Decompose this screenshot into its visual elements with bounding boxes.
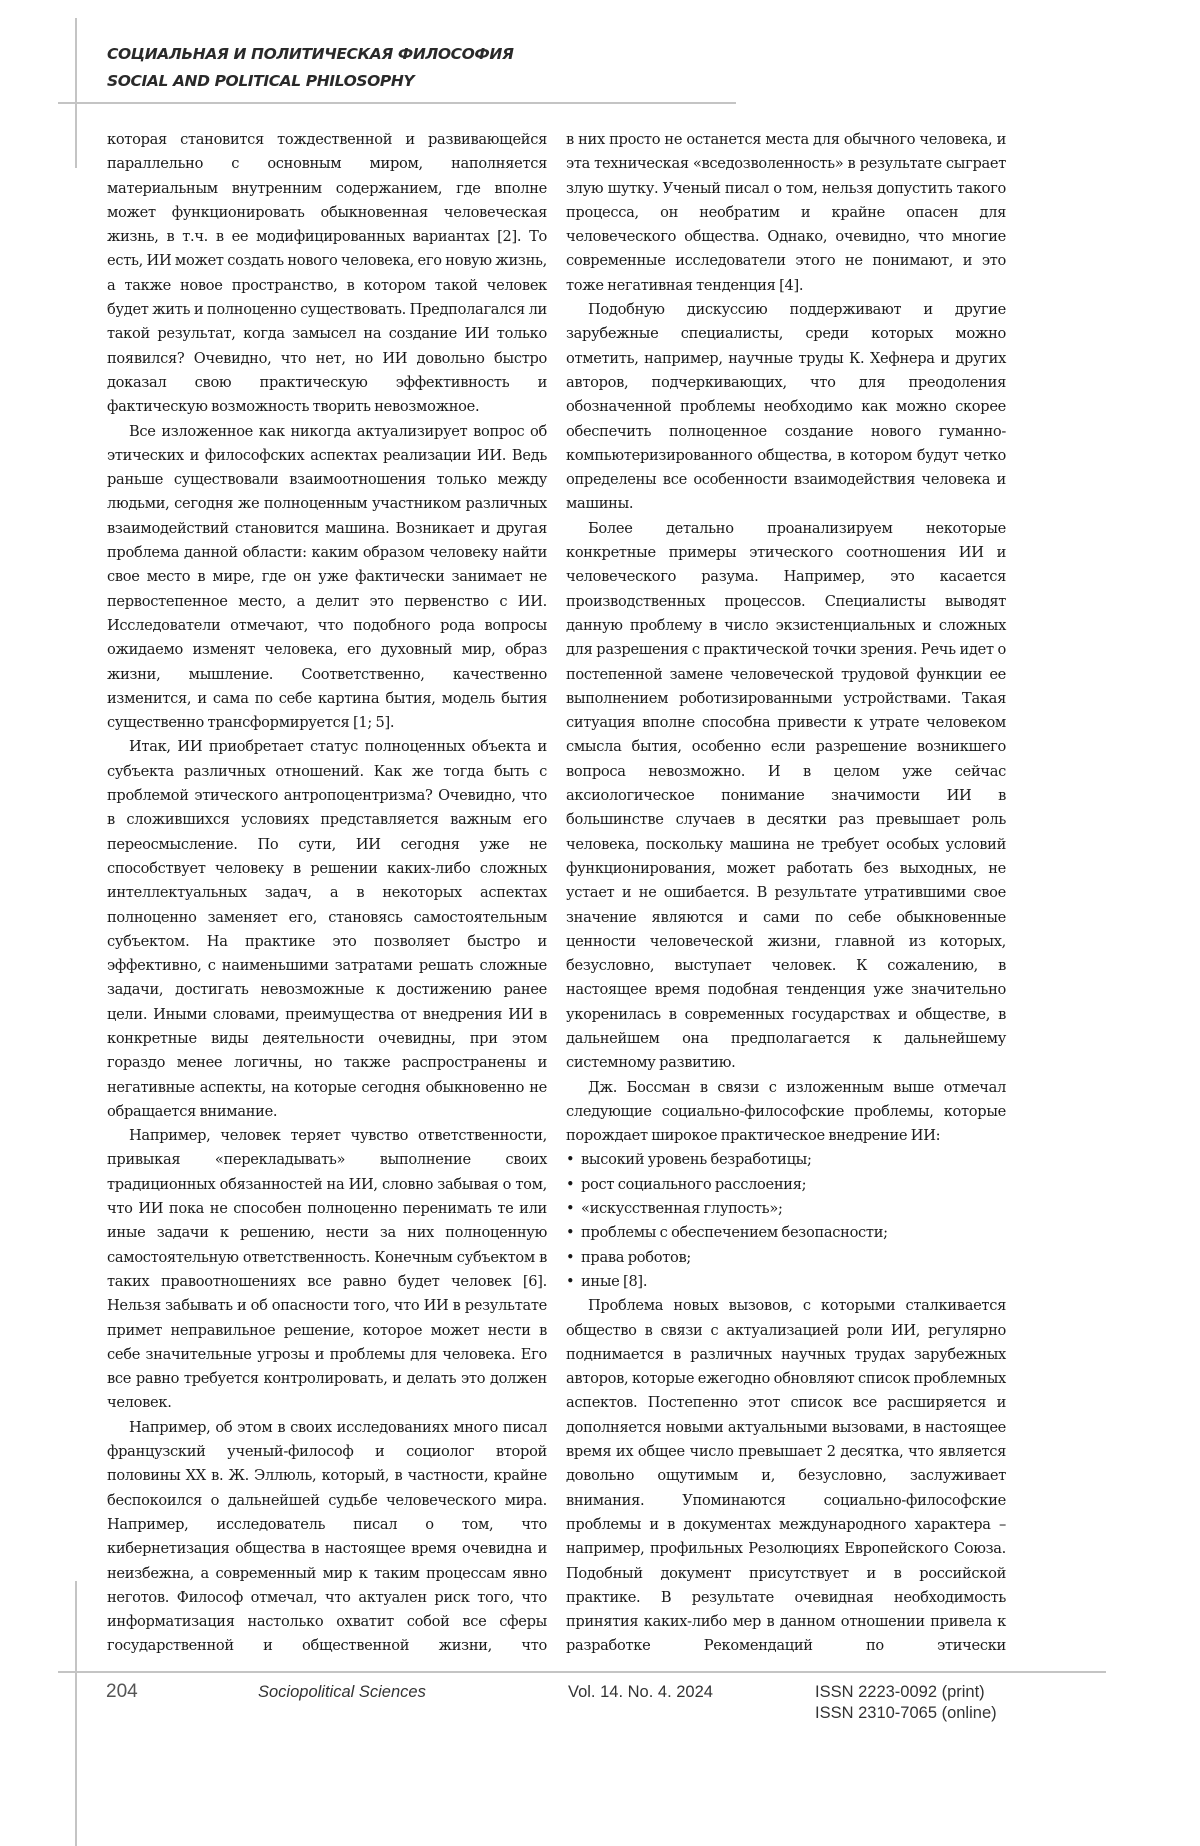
paragraph: которая становится тождественной и развивающейся параллельно с основным миром, наполняется материальным внутренним содержанием, где вполне может функционировать обыкновенная человеческая жизнь, в т.ч. в ее модифицированных вариантах [2]. То есть, ИИ может создать нового человека, его новую жизнь, а также новое пространство, в котором такой человек будет жить и полноценно существовать. Предполагался ли такой результат, когда замысел на создание ИИ только появился? Очевидно, что нет, но ИИ довольно быстро доказал свою практическую эффективность и фактическую возможность творить невозможное. xyxy=(107,128,547,420)
paragraph: Проблема новых вызовов, с которыми сталкивается общество в связи с актуализацией роли ИИ, регулярно поднимается в различных научных трудах зарубежных авторов, которые ежегодно обновляют список проблемных аспектов. Постепенно этот список все расширяется и дополняется новыми актуальными вызовами, в настоящее время их общее число превышает 2 десятка, что является довольно ощутимым и, безусловно, заслуживает внимания. Упоминаются социально-философские проблемы и в документах международного характера – например, профильных Резолюциях Европейского Союза. Подобный документ присутствует и в российской практике. В результате очевидная необходимость принятия каких-либо мер в данном отношении привела к разработке Рекомендаций по этически xyxy=(566,1294,1006,1658)
issn-print: ISSN 2223-0092 (print) xyxy=(815,1682,985,1702)
paragraph: Например, человек теряет чувство ответственности, привыкая «перекладывать» выполнение своих традиционных обязанностей на ИИ, словно забывая о том, что ИИ пока не способен полноценно перенимать те или иные задачи к решению, нести за них полноценную самостоятельную ответственность. Конечным субъектом в таких правоотношениях все равно будет человек [6]. Нельзя забывать и об опасности того, что ИИ в результате примет неправильное решение, которое может нести в себе значительные угрозы и проблемы для человека. Его все равно требуется контролировать, и делать это должен человек. xyxy=(107,1124,547,1416)
paragraph: Дж. Боссман в связи с изложенным выше отмечал следующие социально-философские проблемы, которые порождает широкое практическое внедрение ИИ: xyxy=(566,1076,1006,1149)
list-item: • права роботов; xyxy=(566,1246,1006,1270)
paragraph: Более детально проанализируем некоторые конкретные примеры этического соотношения ИИ и человеческого разума. Например, это касается производственных процессов. Специалисты выводят данную проблему в число экзистенциальных и сложных для разрешения с практической точки зрения. Речь идет о постепенной замене человеческой трудовой функции ее выполнением роботизированными устройствами. Такая ситуация вполне способна привести к утрате человеком смысла бытия, особенно если разрешение возникшего вопроса невозможно. И в целом уже сейчас аксиологическое понимание значимости ИИ в большинстве случаев в десятки раз превышает роль человека, поскольку машина не требует особых условий функционирования, может работать без выходных, не устает и не ошибается. В результате утратившими свое значение являются и сами по себе обыкновенные ценности человеческой жизни, главной из которых, безусловно, выступает человек. К сожалению, в настоящее время подобная тенденция уже значительно укоренилась в современных государствах и обществе, в дальнейшем она предполагается к дальнейшему системному развитию. xyxy=(566,517,1006,1076)
page-footer xyxy=(0,1671,1200,1741)
footer-vertical-rule xyxy=(75,1581,77,1846)
section-title-en: SOCIAL AND POLITICAL PHILOSOPHY xyxy=(107,72,414,90)
list-item: • проблемы с обеспечением безопасности; xyxy=(566,1221,1006,1245)
list-item: • рост социального расслоения; xyxy=(566,1173,1006,1197)
list-item: • иные [8]. xyxy=(566,1270,1006,1294)
paragraph: Все изложенное как никогда актуализирует вопрос об этических и философских аспектах реализации ИИ. Ведь раньше существовали взаимоотношения только между людьми, сегодня же полноценным участником различных взаимодействий становится машина. Возникает и другая проблема данной области: каким образом человеку найти свое место в мире, где он уже фактически занимает не первостепенное место, а делит это первенство с ИИ. Исследователи отмечают, что подобного рода вопросы ожидаемо изменят человека, его духовный мир, образ жизни, мышление. Соответственно, качественно изменится, и сама по себе картина бытия, модель бытия существенно трансформируется [1; 5]. xyxy=(107,420,547,736)
problem-list xyxy=(566,1148,1006,1294)
volume-info: Vol. 14. No. 4. 2024 xyxy=(568,1682,713,1702)
footer-rule xyxy=(58,1671,1106,1673)
paragraph: Подобную дискуссию поддерживают и другие зарубежные специалисты, среди которых можно отметить, например, научные труды К. Хефнера и других авторов, подчеркивающих, что для преодоления обозначенной проблемы необходимо как можно скорее обеспечить полноценное создание нового гуманно-компьютеризированного общества, в котором будут четко определены все особенности взаимодействия человека и машины. xyxy=(566,298,1006,517)
list-item: • высокий уровень безработицы; xyxy=(566,1148,1006,1172)
paragraph: в них просто не останется места для обычного человека, и эта техническая «вседозволенность» в результате сыграет злую шутку. Ученый писал о том, нельзя допустить такого процесса, он необратим и крайне опасен для человеческого общества. Однако, очевидно, что многие современные исследователи этого не понимают, и это тоже негативная тенденция [4]. xyxy=(566,128,1006,298)
section-title-ru: СОЦИАЛЬНАЯ И ПОЛИТИЧЕСКАЯ ФИЛОСОФИЯ xyxy=(107,45,514,63)
columns xyxy=(0,128,1200,1659)
paragraph: Итак, ИИ приобретает статус полноценных объекта и субъекта различных отношений. Как же тогда быть с проблемой этического антропоцентризма? Очевидно, что в сложившихся условиях представляется важным его переосмысление. По сути, ИИ сегодня уже не способствует человеку в решении каких-либо сложных интеллектуальных задач, а в некоторых аспектах полноценно заменяет его, становясь самостоятельным субъектом. На практике это позволяет быстро и эффективно, с наименьшими затратами решать сложные задачи, достигать невозможные к достижению ранее цели. Иными словами, преимущества от внедрения ИИ в конкретные виды деятельности очевидны, при этом гораздо менее логичны, но также распространены и негативные аспекты, на которые сегодня обыкновенно не обращается внимание. xyxy=(107,735,547,1124)
issn-online: ISSN 2310-7065 (online) xyxy=(815,1703,997,1723)
header-rule xyxy=(58,102,736,104)
right-column xyxy=(566,128,1006,1659)
paragraph: Например, об этом в своих исследованиях много писал французский ученый-философ и социолог второй половины XX в. Ж. Эллюль, который, в частности, крайне беспокоился о дальнейшей судьбе человеческого мира. Например, исследователь писал о том, что кибернетизация общества в настоящее время очевидна и неизбежна, а современный мир к таким процессам явно неготов. Философ отмечал, что актуален риск того, что информатизация настолько охватит собой все сферы государственной и общественной жизни, что xyxy=(107,1416,547,1659)
list-item: • «искусственная глупость»; xyxy=(566,1197,1006,1221)
left-column xyxy=(107,128,547,1659)
page-number: 204 xyxy=(106,1681,138,1703)
page-body xyxy=(0,128,1200,1741)
journal-name: Sociopolitical Sciences xyxy=(258,1682,426,1702)
